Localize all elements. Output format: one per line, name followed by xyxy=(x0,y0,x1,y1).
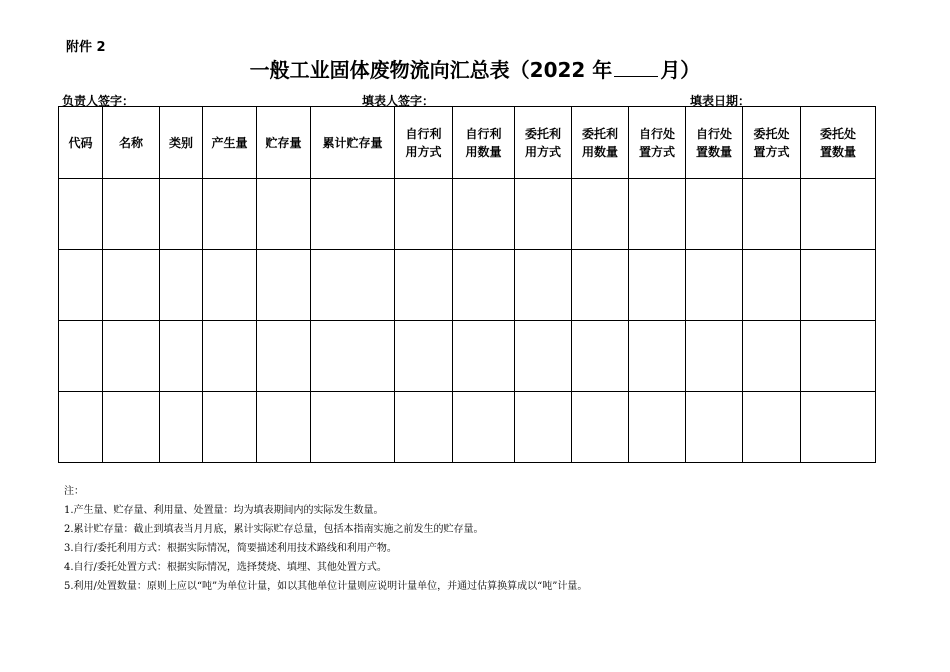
header-name: 名称 xyxy=(103,107,160,179)
table-cell[interactable] xyxy=(257,321,311,392)
table-cell[interactable] xyxy=(160,392,203,463)
table-cell[interactable] xyxy=(203,179,257,250)
note-item: 2.累计贮存量：截止到填表当月月底，累计实际贮存总量，包括本指南实施之前发生的贮存量。 xyxy=(64,524,484,535)
table-cell[interactable] xyxy=(453,179,515,250)
header-self-utilization-method: 自行利用方式 xyxy=(395,107,453,179)
table-cell[interactable] xyxy=(629,179,686,250)
table-cell[interactable] xyxy=(515,179,572,250)
filler-signature-label: 填表人签字： xyxy=(362,94,435,108)
table-cell[interactable] xyxy=(160,179,203,250)
notes-heading: 注： xyxy=(64,486,84,497)
table-cell[interactable] xyxy=(686,392,743,463)
table-cell[interactable] xyxy=(515,321,572,392)
header-entrusted-disposal-method: 委托处置方式 xyxy=(743,107,801,179)
header-storage-amount: 贮存量 xyxy=(257,107,311,179)
table-cell[interactable] xyxy=(311,321,395,392)
header-generated-amount: 产生量 xyxy=(203,107,257,179)
table-cell[interactable] xyxy=(743,321,801,392)
note-item: 5.利用/处置数量：原则上应以“吨”为单位计量，如以其他单位计量则应说明计量单位，并通过估算换算成以“吨”计量。 xyxy=(64,581,588,592)
summary-table xyxy=(58,106,876,463)
table-cell[interactable] xyxy=(59,250,103,321)
table-cell[interactable] xyxy=(686,250,743,321)
title-suffix: 月） xyxy=(660,58,701,82)
table-cell[interactable] xyxy=(453,250,515,321)
table-cell[interactable] xyxy=(311,392,395,463)
table-cell[interactable] xyxy=(743,392,801,463)
table-cell[interactable] xyxy=(686,321,743,392)
table-cell[interactable] xyxy=(160,250,203,321)
attachment-label: 附件 2 xyxy=(66,40,106,55)
note-item: 3.自行/委托利用方式：根据实际情况，简要描述利用技术路线和利用产物。 xyxy=(64,543,397,554)
table-cell[interactable] xyxy=(629,250,686,321)
note-item: 1.产生量、贮存量、利用量、处置量：均为填表期间内的实际发生数量。 xyxy=(64,505,384,516)
table-cell[interactable] xyxy=(257,179,311,250)
table-row xyxy=(59,179,876,250)
table-cell[interactable] xyxy=(257,250,311,321)
table-cell[interactable] xyxy=(59,321,103,392)
header-entrusted-utilization-method: 委托利用方式 xyxy=(515,107,572,179)
table-cell[interactable] xyxy=(515,392,572,463)
table-row xyxy=(59,250,876,321)
responsible-signature-label: 负责人签字： xyxy=(62,94,135,108)
table-cell[interactable] xyxy=(395,250,453,321)
header-entrusted-utilization-amount: 委托利用数量 xyxy=(572,107,629,179)
table-cell[interactable] xyxy=(572,392,629,463)
note-item: 4.自行/委托处置方式：根据实际情况，选择焚烧、填埋、其他处置方式。 xyxy=(64,562,387,573)
table-cell[interactable] xyxy=(743,250,801,321)
table-cell[interactable] xyxy=(311,250,395,321)
table-cell[interactable] xyxy=(103,250,160,321)
table-cell[interactable] xyxy=(103,179,160,250)
table-cell[interactable] xyxy=(59,392,103,463)
table-cell[interactable] xyxy=(103,321,160,392)
table-cell[interactable] xyxy=(59,179,103,250)
table-cell[interactable] xyxy=(629,392,686,463)
header-category: 类别 xyxy=(160,107,203,179)
page-title xyxy=(0,54,950,83)
title-main: 一般工业固体废物流向汇总表（2022 年 xyxy=(249,58,613,82)
table-cell[interactable] xyxy=(515,250,572,321)
header-self-disposal-method: 自行处置方式 xyxy=(629,107,686,179)
table-cell[interactable] xyxy=(203,250,257,321)
table-cell[interactable] xyxy=(453,392,515,463)
table-cell[interactable] xyxy=(395,179,453,250)
table-cell[interactable] xyxy=(395,321,453,392)
table-cell[interactable] xyxy=(572,179,629,250)
table-cell[interactable] xyxy=(686,179,743,250)
header-self-disposal-amount: 自行处置数量 xyxy=(686,107,743,179)
table-cell[interactable] xyxy=(103,392,160,463)
table-cell[interactable] xyxy=(629,321,686,392)
table-cell[interactable] xyxy=(801,392,876,463)
header-row xyxy=(59,107,876,179)
table-cell[interactable] xyxy=(257,392,311,463)
fill-date-label: 填表日期： xyxy=(690,94,751,108)
table-cell[interactable] xyxy=(572,321,629,392)
table-row xyxy=(59,392,876,463)
header-self-utilization-amount: 自行利用数量 xyxy=(453,107,515,179)
table-body xyxy=(59,179,876,463)
table-cell[interactable] xyxy=(203,321,257,392)
month-blank xyxy=(614,58,658,77)
table-row xyxy=(59,321,876,392)
table-cell[interactable] xyxy=(801,179,876,250)
table-cell[interactable] xyxy=(572,250,629,321)
table-cell[interactable] xyxy=(203,392,257,463)
table-cell[interactable] xyxy=(801,250,876,321)
header-cumulative-storage: 累计贮存量 xyxy=(311,107,395,179)
table-cell[interactable] xyxy=(801,321,876,392)
header-code: 代码 xyxy=(59,107,103,179)
notes-section xyxy=(64,482,587,596)
table-cell[interactable] xyxy=(743,179,801,250)
table-cell[interactable] xyxy=(311,179,395,250)
table-cell[interactable] xyxy=(453,321,515,392)
table-cell[interactable] xyxy=(395,392,453,463)
header-entrusted-disposal-amount: 委托处置数量 xyxy=(801,107,876,179)
table-cell[interactable] xyxy=(160,321,203,392)
